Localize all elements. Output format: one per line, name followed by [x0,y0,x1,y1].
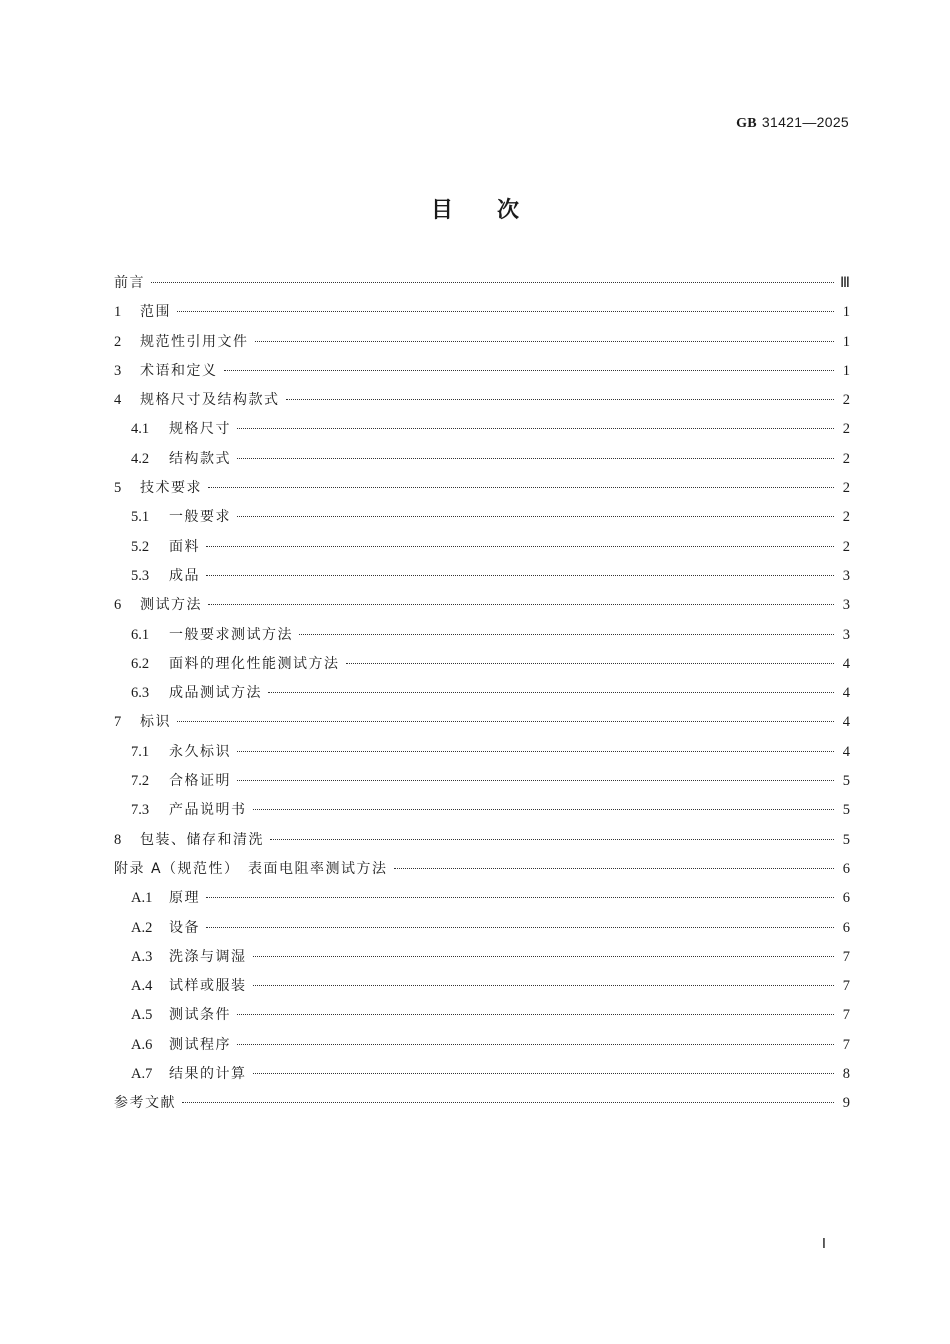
toc-dot-leader [237,1044,834,1045]
toc-entry[interactable] [114,1001,850,1030]
toc-section-number: A.5 [131,1007,153,1024]
toc-section-title: 前言 [114,275,145,291]
toc-section-number: 5 [114,480,122,497]
toc-page-number: 8 [842,1066,850,1083]
toc-page-number: 4 [842,743,850,760]
toc-dot-leader [299,634,834,635]
toc-section-title: 测试方法 [140,597,202,614]
toc-page-number: 3 [842,626,850,643]
toc-page-number: 1 [842,333,850,350]
toc-entry[interactable] [114,884,850,913]
toc-dot-leader [237,751,834,752]
toc-section-title: 规格尺寸及结构款式 [140,392,280,409]
toc-section-number: 7 [114,714,122,731]
toc-section-number: 5.2 [131,538,150,555]
toc-entry[interactable] [114,738,850,767]
toc-entry[interactable] [114,1060,850,1089]
toc-entry[interactable] [114,474,850,503]
toc-page-number: Ⅲ [840,275,850,291]
toc-dot-leader [253,1073,835,1074]
toc-entry[interactable] [114,503,850,532]
toc-dot-leader [151,282,834,283]
toc-dot-leader [224,370,835,371]
toc-entry[interactable] [114,679,850,708]
toc-section-title: 附录 A（规范性） 表面电阻率测试方法 [114,860,388,877]
toc-section-title: 包装、储存和清洗 [140,831,264,848]
toc-section-title: 合格证明 [169,773,231,790]
toc-entry[interactable] [114,621,850,650]
toc-section-number: A.2 [131,919,153,936]
toc-dot-leader [182,1102,834,1103]
toc-page-number: 3 [842,597,850,614]
toc-entry[interactable] [114,972,850,1001]
toc-page-number: 7 [842,1007,850,1024]
toc-entry[interactable] [114,708,850,737]
toc-section-title: 一般要求 [169,509,231,526]
toc-section-title: 结果的计算 [169,1066,247,1083]
toc-section-title: 成品 [169,567,200,584]
toc-dot-leader [206,546,834,547]
toc-dot-leader [253,956,835,957]
toc-section-title: 测试程序 [169,1036,231,1053]
toc-page-number: 2 [842,421,850,438]
toc-section-title: 标识 [140,714,171,731]
toc-section-number: 5.3 [131,567,150,584]
toc-page-number: 6 [842,860,850,877]
toc-section-number: A.1 [131,890,153,907]
toc-section-number: 7.1 [131,743,150,760]
toc-page-number: 7 [842,948,850,965]
toc-dot-leader [208,487,834,488]
toc-section-number: 3 [114,362,122,379]
toc-entry[interactable] [114,914,850,943]
standard-code [736,114,849,132]
toc-section-number: A.7 [131,1066,153,1083]
toc-section-title: 成品测试方法 [169,685,262,702]
toc-entry[interactable] [114,357,850,386]
toc-section-title: 一般要求测试方法 [169,626,293,643]
toc-entry[interactable] [114,855,850,884]
toc-section-number: 6 [114,597,122,614]
toc-page-number: 2 [842,392,850,409]
toc-section-title: 测试条件 [169,1007,231,1024]
toc-entry[interactable] [114,796,850,825]
standard-number: 31421—2025 [761,114,849,130]
toc-dot-leader [394,868,834,869]
toc-dot-leader [177,721,834,722]
toc-page-number: 2 [842,480,850,497]
toc-entry[interactable] [114,1031,850,1060]
toc-page-number: 1 [842,362,850,379]
toc-dot-leader [208,604,834,605]
toc-section-title: 洗涤与调湿 [169,948,247,965]
toc-section-title: 术语和定义 [140,362,218,379]
toc-section-number: 2 [114,333,122,350]
toc-entry[interactable] [114,445,850,474]
toc-section-number: 4 [114,392,122,409]
toc-entry[interactable] [114,591,850,620]
toc-page-number: 4 [842,714,850,731]
toc-entry[interactable] [114,298,850,327]
toc-section-title: 永久标识 [169,743,231,760]
toc-section-number: A.3 [131,948,153,965]
toc-section-title: 原理 [169,890,200,907]
toc-dot-leader [206,575,834,576]
toc-dot-leader [346,663,835,664]
toc-section-title: 面料的理化性能测试方法 [169,655,340,672]
page-number: Ⅰ [821,1237,826,1252]
toc-page-number: 4 [842,685,850,702]
toc-dot-leader [177,311,834,312]
toc-page-number: 9 [842,1095,850,1112]
toc-section-number: 6.1 [131,626,150,643]
toc-dot-leader [286,399,835,400]
toc-page-number: 6 [842,890,850,907]
toc-section-title: 面料 [169,538,200,555]
toc-page-number: 5 [842,831,850,848]
toc-section-number: 1 [114,304,122,321]
toc-entry[interactable] [114,562,850,591]
toc-page-number: 5 [842,773,850,790]
toc-entry[interactable] [114,533,850,562]
toc-section-title: 设备 [169,919,200,936]
toc-dot-leader [237,458,834,459]
toc-page-number: 3 [842,567,850,584]
toc-entry[interactable] [114,943,850,972]
toc-page-number: 2 [842,509,850,526]
toc-dot-leader [237,1014,834,1015]
toc-page-number: 2 [842,450,850,467]
toc-section-title: 参考文献 [114,1095,176,1112]
toc-section-number: 6.2 [131,655,150,672]
toc-section-number: A.6 [131,1036,153,1053]
toc-dot-leader [206,897,834,898]
toc-page-number: 1 [842,304,850,321]
toc-section-number: 6.3 [131,685,150,702]
toc-dot-leader [253,985,835,986]
toc-page-number: 6 [842,919,850,936]
toc-section-title: 规范性引用文件 [140,333,249,350]
toc-entry[interactable] [114,415,850,444]
toc-entry[interactable] [114,650,850,679]
toc-page-number: 7 [842,1036,850,1053]
toc-page-number: 2 [842,538,850,555]
toc-page-number: 5 [842,802,850,819]
toc-page-number: 4 [842,655,850,672]
toc-entry[interactable] [114,328,850,357]
toc-section-title: 结构款式 [169,450,231,467]
toc-entry[interactable] [114,1089,850,1118]
toc-section-title: 试样或服装 [169,978,247,995]
toc-section-number: 4.2 [131,450,150,467]
toc-section-title: 技术要求 [140,480,202,497]
table-of-contents [114,269,850,1119]
toc-dot-leader [270,839,834,840]
toc-dot-leader [237,780,834,781]
toc-section-number: A.4 [131,978,153,995]
toc-section-number: 8 [114,831,122,848]
toc-section-number: 4.1 [131,421,150,438]
toc-dot-leader [255,341,835,342]
toc-section-title: 范围 [140,304,171,321]
toc-dot-leader [206,927,834,928]
toc-entry[interactable] [114,767,850,796]
toc-section-number: 5.1 [131,509,150,526]
page-title: 目次 [430,198,563,223]
toc-entry[interactable] [114,826,850,855]
toc-section-title: 规格尺寸 [169,421,231,438]
toc-entry[interactable] [114,386,850,415]
toc-section-number: 7.3 [131,802,150,819]
standard-prefix: GB [736,116,757,131]
toc-section-number: 7.2 [131,773,150,790]
toc-dot-leader [237,516,834,517]
toc-page-number: 7 [842,978,850,995]
toc-dot-leader [268,692,834,693]
toc-section-title: 产品说明书 [169,802,247,819]
toc-dot-leader [237,428,834,429]
toc-entry[interactable] [114,269,850,298]
toc-dot-leader [253,809,835,810]
